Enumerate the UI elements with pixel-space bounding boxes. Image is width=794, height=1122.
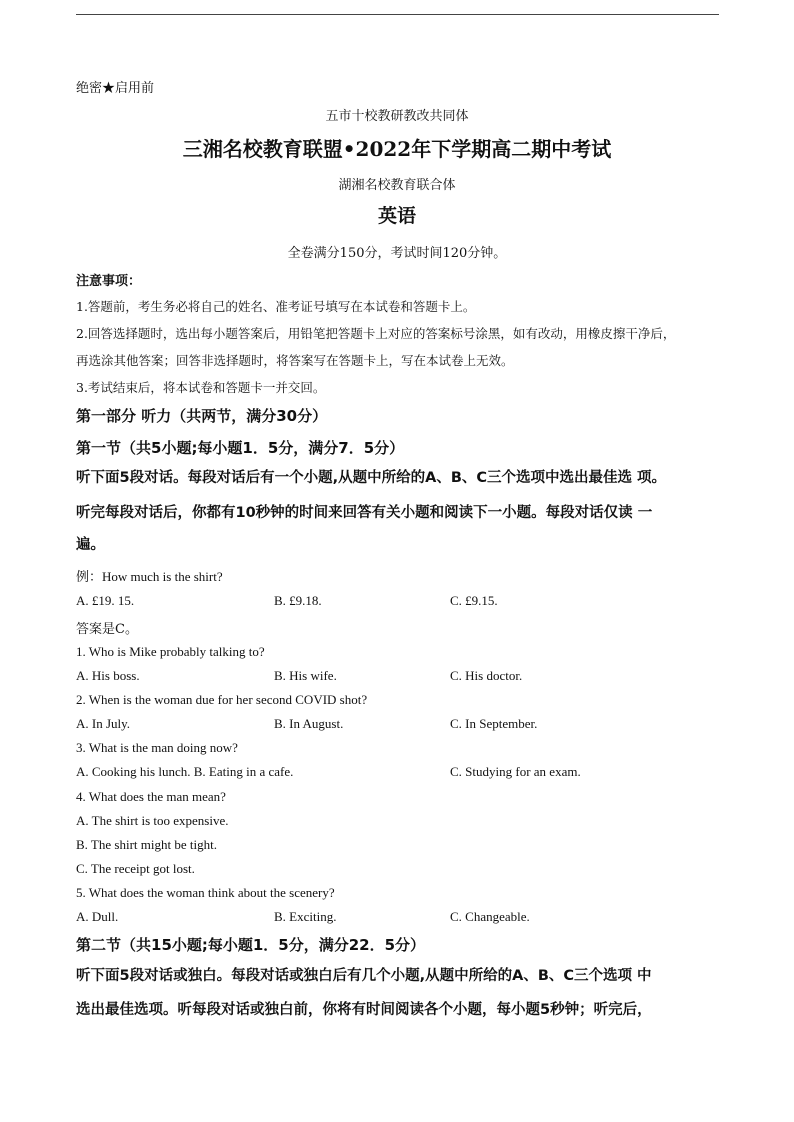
notes-heading: 注意事项：	[76, 274, 142, 289]
question-3: 3. What is the man doing now?	[76, 740, 238, 755]
question-1: 1. Who is Mike probably talking to?	[76, 644, 265, 659]
part1-heading: 第一部分 听力（共两节，满分30分）	[76, 407, 328, 425]
note-item-1: 1.答题前，考生务必将自己的姓名、准考证号填写在本试卷和答题卡上。	[76, 299, 476, 314]
note-item-2-line-2: 再选涂其他答案；回答非选择题时，将答案写在答题卡上，写在本试卷上无效。	[76, 353, 514, 368]
section1-instruction-line-2: 听完每段对话后，你都有10秒钟的时间来回答有关小题和阅读下一小题。每段对话仅读 一	[76, 505, 653, 521]
organizer-bottom: 湖湘名校教育联合体	[338, 178, 456, 193]
example-option-a: A. £19. 15.	[76, 593, 135, 608]
subject-title: 英语	[377, 205, 416, 227]
example-question: 例：How much is the shirt?	[76, 569, 223, 584]
q5-option-c: C. Changeable.	[450, 909, 530, 924]
q2-option-a: A. In July.	[76, 716, 131, 731]
exam-info: 全卷满分150分，考试时间120分钟。	[287, 246, 507, 261]
q5-option-a: A. Dull.	[76, 909, 119, 924]
note-item-3: 3.考试结束后，将本试卷和答题卡一并交回。	[76, 380, 326, 395]
header-rule	[76, 14, 719, 15]
exam-title: 三湘名校教育联盟•2022年下学期高二期中考试	[182, 137, 612, 161]
section2-instruction-line-1: 听下面5段对话或独白。每段对话或独白后有几个小题,从题中所给的A、B、C三个选项 中	[76, 968, 652, 984]
question-2: 2. When is the woman due for her second COVID shot?	[76, 692, 368, 707]
note-item-2-line-1: 2.回答选择题时，选出每小题答案后，用铅笔把答题卡上对应的答案标号涂黑，如有改动，用橡皮擦干净后，	[76, 326, 676, 341]
q1-option-a: A. His boss.	[76, 668, 140, 683]
q2-option-b: B. In August.	[274, 716, 344, 731]
example-option-b: B. £9.18.	[274, 593, 322, 608]
question-5: 5. What does the woman think about the scenery?	[76, 885, 335, 900]
section1-instruction-line-1: 听下面5段对话。每段对话后有一个小题,从题中所给的A、B、C三个选项中选出最佳选 项。	[76, 470, 667, 486]
question-4: 4. What does the man mean?	[76, 789, 226, 804]
q3-option-c: C. Studying for an exam.	[450, 764, 581, 779]
q4-option-c: C. The receipt got lost.	[76, 861, 195, 876]
organizer-top: 五市十校教研教改共同体	[325, 109, 469, 124]
q5-option-b: B. Exciting.	[274, 909, 337, 924]
section2-instruction-line-2: 选出最佳选项。听每段对话或独白前，你将有时间阅读各个小题，每小题5秒钟；听完后，	[76, 1002, 652, 1018]
section1-instruction-line-3: 遍。	[76, 537, 105, 553]
q3-options-a-b: A. Cooking his lunch. B. Eating in a cafe.	[76, 764, 294, 779]
section2-heading: 第二节（共15小题;每小题1．5分，满分22．5分）	[76, 936, 426, 954]
q1-option-b: B. His wife.	[274, 668, 337, 683]
q2-option-c: C. In September.	[450, 716, 538, 731]
example-option-c: C. £9.15.	[450, 593, 498, 608]
example-answer: 答案是C。	[76, 622, 138, 637]
confidential-label: 绝密★启用前	[76, 81, 155, 96]
q4-option-b: B. The shirt might be tight.	[76, 837, 217, 852]
q1-option-c: C. His doctor.	[450, 668, 523, 683]
section1-heading: 第一节（共5小题;每小题1．5分，满分7．5分）	[76, 439, 405, 457]
q4-option-a: A. The shirt is too expensive.	[76, 813, 229, 828]
